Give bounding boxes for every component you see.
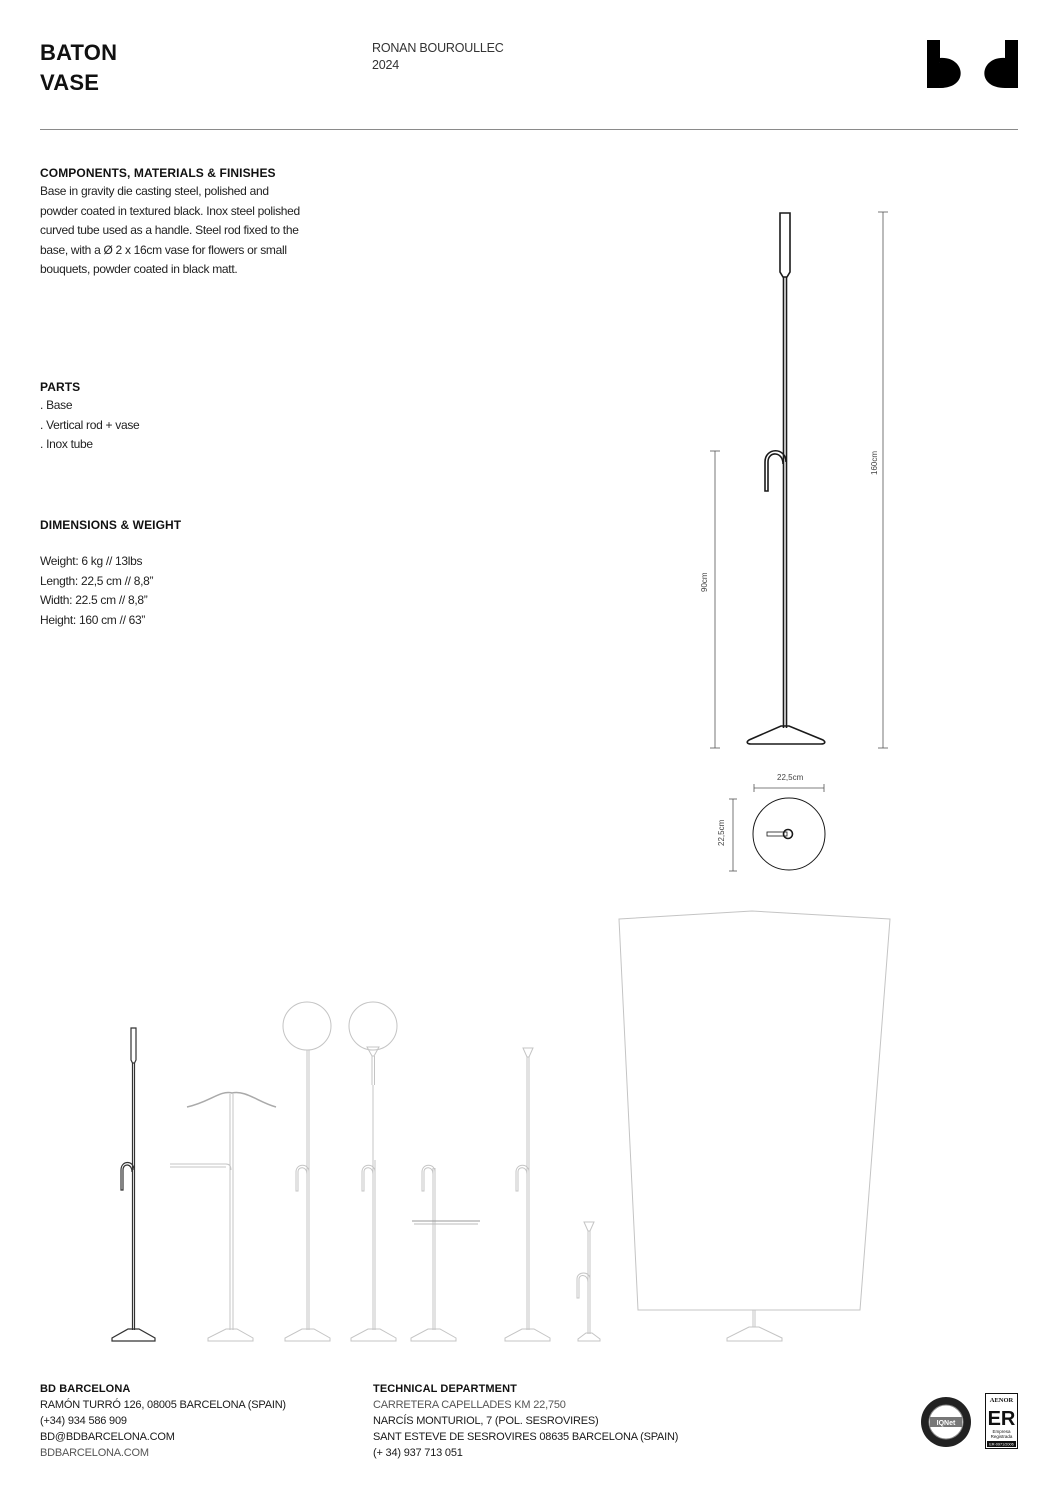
- base-width-label: 22,5cm: [777, 773, 804, 782]
- weight-spec: Weight: 6 kg // 13lbs: [40, 554, 143, 568]
- height-spec: Height: 160 cm // 63”: [40, 612, 146, 627]
- company-website[interactable]: BDBARCELONA.COM: [40, 1447, 149, 1459]
- top-view-drawing: [753, 798, 825, 870]
- designer-name: RONAN BOUROULLEC: [372, 41, 504, 55]
- parts-heading: PARTS: [40, 380, 81, 394]
- base-length-label: 22,5cm: [717, 819, 726, 846]
- svg-text:AENOR: AENOR: [989, 1397, 1014, 1404]
- family-globe-lamp-1: [283, 1002, 331, 1341]
- technical-dept-phone[interactable]: (+ 34) 937 713 051: [373, 1447, 463, 1459]
- svg-text:IQNet: IQNet: [936, 1420, 956, 1427]
- length-spec: Length: 22,5 cm // 8,8”: [40, 573, 154, 588]
- svg-text:ER: ER: [987, 1408, 1016, 1430]
- base: [747, 726, 824, 744]
- product-title-line1: BATON: [40, 40, 118, 65]
- bd-logo: [925, 38, 1021, 90]
- inox-handle: [765, 451, 786, 491]
- designer-info: [372, 40, 504, 74]
- company-info: [40, 1381, 340, 1461]
- family-globe-lamp-2: [349, 1002, 397, 1341]
- design-year: 2024: [372, 58, 400, 72]
- product-title-line2: VASE: [40, 70, 100, 95]
- technical-dept-info: [373, 1381, 713, 1461]
- svg-text:Registrada: Registrada: [990, 1434, 1013, 1439]
- dimensions-heading: DIMENSIONS & WEIGHT: [40, 518, 182, 532]
- vase-tube: [780, 213, 790, 277]
- components-section: [40, 166, 300, 280]
- family-small-cone: [577, 1222, 600, 1341]
- family-tall-cone: [505, 1048, 550, 1341]
- dimension-lines: [710, 212, 888, 871]
- parts-item: . Base: [40, 398, 73, 412]
- technical-dept-heading: TECHNICAL DEPARTMENT: [373, 1383, 517, 1395]
- main-elevation-drawing: [747, 213, 824, 744]
- dimensions-section: [40, 518, 300, 630]
- technical-dept-address-2: NARCÍS MONTURIOL, 7 (POL. SESROVIRES): [373, 1415, 599, 1427]
- company-phone[interactable]: (+34) 934 586 909: [40, 1415, 127, 1427]
- technical-dept-address-1: CARRETERA CAPELLADES KM 22,750: [373, 1399, 566, 1411]
- height-total-label: 160cm: [870, 450, 879, 475]
- technical-dept-address-3: SANT ESTEVE DE SESROVIRES 08635 BARCELONA (SPAIN): [373, 1431, 679, 1443]
- svg-text:ER-0971/2006: ER-0971/2006: [989, 1442, 1014, 1447]
- company-email[interactable]: BD@BDBARCELONA.COM: [40, 1431, 175, 1443]
- family-valet: [170, 1093, 276, 1341]
- company-address: RAMÓN TURRÓ 126, 08005 BARCELONA (SPAIN): [40, 1399, 286, 1411]
- family-screen-panel: [619, 911, 890, 1341]
- components-text: Base in gravity die casting steel, polished and powder coated in textured black. Inox steel polished curved tube used as a handle. Steel rod fixed to the base, with a Ø 2 x 16cm vase for flowers or small bouquets, powder coated in black matt.: [40, 184, 300, 277]
- parts-item: . Inox tube: [40, 437, 93, 452]
- family-lineup: [112, 911, 890, 1341]
- iqnet-certification-badge: [920, 1396, 972, 1448]
- base-top-circle: [753, 798, 825, 870]
- parts-section: [40, 380, 300, 455]
- header-divider: [40, 129, 1018, 130]
- height-handle-label: 90cm: [700, 572, 709, 592]
- product-title: [40, 38, 117, 98]
- components-heading: COMPONENTS, MATERIALS & FINISHES: [40, 166, 276, 180]
- aenor-certification-badge: [985, 1393, 1018, 1449]
- family-side-table: [411, 1165, 480, 1341]
- svg-text:Empresa: Empresa: [992, 1429, 1011, 1434]
- parts-item: . Vertical rod + vase: [40, 417, 140, 432]
- family-baton-vase: [112, 1028, 155, 1341]
- company-name: BD BARCELONA: [40, 1383, 131, 1395]
- width-spec: Width: 22.5 cm // 8,8”: [40, 593, 148, 608]
